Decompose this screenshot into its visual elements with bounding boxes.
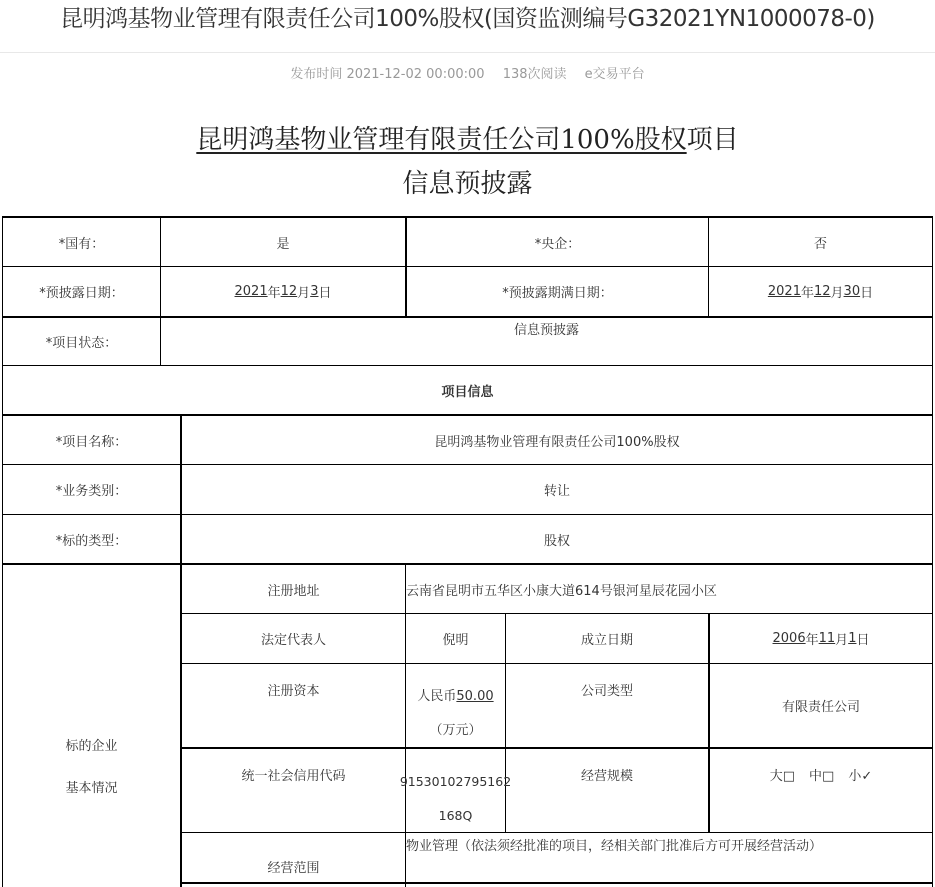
- company-section-label-line1: 标的企业: [65, 739, 118, 754]
- publish-time: 发布时间 2021-12-02 00:00:00: [290, 67, 485, 82]
- source-link[interactable]: e交易平台: [584, 67, 645, 82]
- date-sep: 月: [297, 286, 311, 301]
- scale-options: [710, 749, 932, 832]
- company-type-label: 公司类型: [580, 684, 633, 699]
- date-year: 2006: [772, 631, 806, 646]
- document-title-suffix: 项目: [686, 125, 739, 155]
- page-title-text: 昆明鸿基物业管理有限责任公司100%股权(国资监测编号G32021YN1000078-0): [60, 6, 875, 32]
- legal-rep-label: 法定代表人: [260, 633, 326, 648]
- central-soe-label: *央企：: [534, 236, 581, 252]
- company-section-label-line2: 基本情况: [65, 781, 118, 796]
- table-border: [181, 882, 933, 884]
- reg-capital-label: 注册资本: [267, 684, 320, 699]
- scale-label: 经营规模: [580, 769, 633, 784]
- credit-code-line2: 168Q: [438, 807, 473, 823]
- credit-code-label: 统一社会信用代码: [241, 769, 346, 784]
- business-type-value: 转让: [543, 484, 570, 499]
- date-sep: 年: [805, 633, 819, 648]
- table-border: [932, 216, 933, 887]
- subject-type-value: 股权: [543, 533, 570, 549]
- date-sep: 年: [267, 286, 281, 301]
- founded-value: [710, 614, 932, 663]
- business-scope-label: 经营范围: [267, 861, 320, 876]
- scale-large-checkbox: 大□: [769, 769, 796, 784]
- date-month: 11: [818, 631, 836, 646]
- subject-type-label: *标的类型：: [55, 533, 128, 549]
- read-count: 138次阅读: [502, 67, 567, 82]
- expire-date-label: *预披露期满日期：: [502, 286, 613, 301]
- project-status-value: 信息预披露: [513, 323, 579, 338]
- date-sep: 年: [800, 286, 814, 301]
- date-sep: 月: [835, 633, 849, 648]
- date-year: 2021: [234, 284, 268, 299]
- document-title-line2: 信息预披露: [402, 169, 533, 199]
- credit-code-line1: 91530102795162: [399, 773, 512, 789]
- document-title-underlined: 昆明鸿基物业管理有限责任公司100%股权: [196, 125, 687, 155]
- credit-code-value: [399, 749, 512, 832]
- currency: 人民币: [417, 688, 457, 704]
- expire-date-value: [709, 267, 932, 316]
- reg-address-value: 云南省昆明市五华区小康大道614号银河星辰花园小区: [406, 583, 717, 599]
- scale-medium-checkbox: 中□: [809, 769, 835, 784]
- legal-rep-value: 倪明: [442, 633, 469, 648]
- reg-capital-value: [406, 664, 505, 747]
- date-day: 1: [848, 631, 857, 646]
- central-soe-value: 否: [813, 236, 827, 252]
- project-info-header: 项目信息: [441, 384, 494, 400]
- project-status-label: *项目状态：: [45, 336, 118, 351]
- date-month: 12: [813, 284, 831, 299]
- predisclose-date-value: [161, 267, 405, 316]
- date-month: 12: [280, 284, 298, 299]
- company-section-label: [3, 565, 180, 887]
- state-owned-value: 是: [276, 236, 290, 252]
- predisclose-date-label: *预披露日期：: [39, 286, 124, 301]
- date-sep: 日: [856, 633, 870, 648]
- founded-label: 成立日期: [580, 633, 633, 648]
- date-sep: 月: [830, 286, 844, 301]
- project-name-value: 昆明鸿基物业管理有限责任公司100%股权: [434, 434, 680, 450]
- project-name-label: *项目名称：: [55, 434, 128, 450]
- date-day: 3: [310, 284, 319, 299]
- state-owned-label: *国有：: [58, 236, 105, 252]
- reg-address-label: 注册地址: [267, 583, 320, 599]
- date-sep: 日: [318, 286, 332, 301]
- date-day: 30: [843, 284, 861, 299]
- scale-small-checkbox: 小✓: [848, 769, 873, 784]
- business-scope-value: 物业管理（依法须经批准的项目，经相关部门批准后方可开展经营活动）: [406, 839, 823, 854]
- date-sep: 日: [860, 286, 874, 301]
- date-year: 2021: [767, 284, 801, 299]
- business-type-label: *业务类别：: [55, 484, 128, 499]
- company-type-value: 有限责任公司: [781, 700, 860, 715]
- capital-amount: 50.00: [456, 688, 494, 704]
- capital-unit: （万元）: [429, 722, 482, 738]
